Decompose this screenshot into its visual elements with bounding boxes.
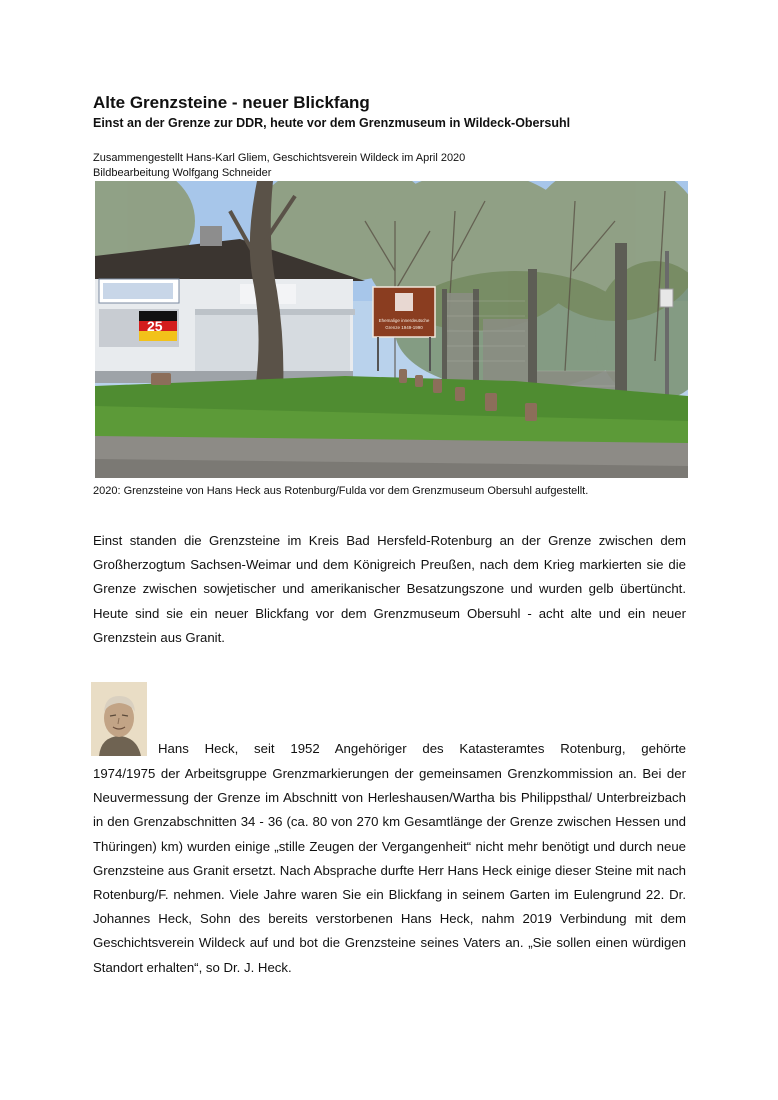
museum-photo [95, 181, 688, 478]
credit-compiled-by: Zusammengestellt Hans-Karl Gliem, Geschichtsverein Wildeck im April 2020 [93, 152, 466, 164]
sign-text-line2: Grenze 1949-1990 [385, 325, 423, 330]
paragraph-hans-heck: 1974/1975 der Arbeitsgruppe Grenzmarkierungen der gemeinsamen Grenzkommission an. Bei der Neuvermessung der Grenze im Abschnitt von Herleshausen/Wartha bis Philippsthal/ Unterbreizbach in den Grenzabschnitten 34 - 36 (ca. 80 von 270 km Gesamtlänge der Grenze zwischen Hessen und Thüringen) km) wurden einige „stille Zeugen der Vergangenheit“ nicht mehr benötigt und durch neue Grenzsteine aus Granit ersetzt. Nach Absprache durfte Herr Hans Heck einige dieser Steine mit nach Rotenburg/F. nehmen. Viele Jahre waren Sie ein Blickfang in seinem Garten im Eulengrund 22. Dr. Johannes Heck, Sohn des bereits verstorbenen Hans Heck, nahm 2019 Verbindung mit dem Geschichtsverein Wildeck auf und bot die Grenzsteine seines Vaters an. „Sie sollen einen würdigen Standort erhalten“, so Dr. J. Heck. [93, 766, 686, 975]
paragraph-history: Einst standen die Grenzsteine im Kreis Bad Hersfeld-Rotenburg an der Grenze zwischen dem Großherzogtum Sachsen-Weimar und dem Königreich Preußen, nach dem Krieg markierten sie die Grenze zwischen sowjetischer und amerikanischer Besatzungszone und wurden gelb übertüncht. Heute sind sie ein neuer Blickfang vor dem Grenzmuseum Obersuhl - acht alte und ein neuer Grenzstein aus Granit. [93, 533, 686, 645]
photo-caption: 2020: Grenzsteine von Hans Heck aus Rotenburg/Fulda vor dem Grenzmuseum Obersuhl aufgestellt. [93, 485, 589, 497]
portrait-hans-heck [91, 682, 147, 756]
banner-number: 25 [147, 318, 163, 334]
document-subtitle: Einst an der Grenze zur DDR, heute vor dem Grenzmuseum in Wildeck-Obersuhl [93, 116, 571, 130]
credit-image-editing: Bildbearbeitung Wolfgang Schneider [93, 167, 272, 179]
sign-text-line1: Ehemalige innerdeutsche [378, 318, 430, 323]
document-title: Alte Grenzsteine - neuer Blickfang [93, 93, 370, 112]
paragraph-hans-heck-first-line: Hans Heck, seit 1952 Angehöriger des Katasteramtes Rotenburg, gehörte [158, 741, 686, 756]
